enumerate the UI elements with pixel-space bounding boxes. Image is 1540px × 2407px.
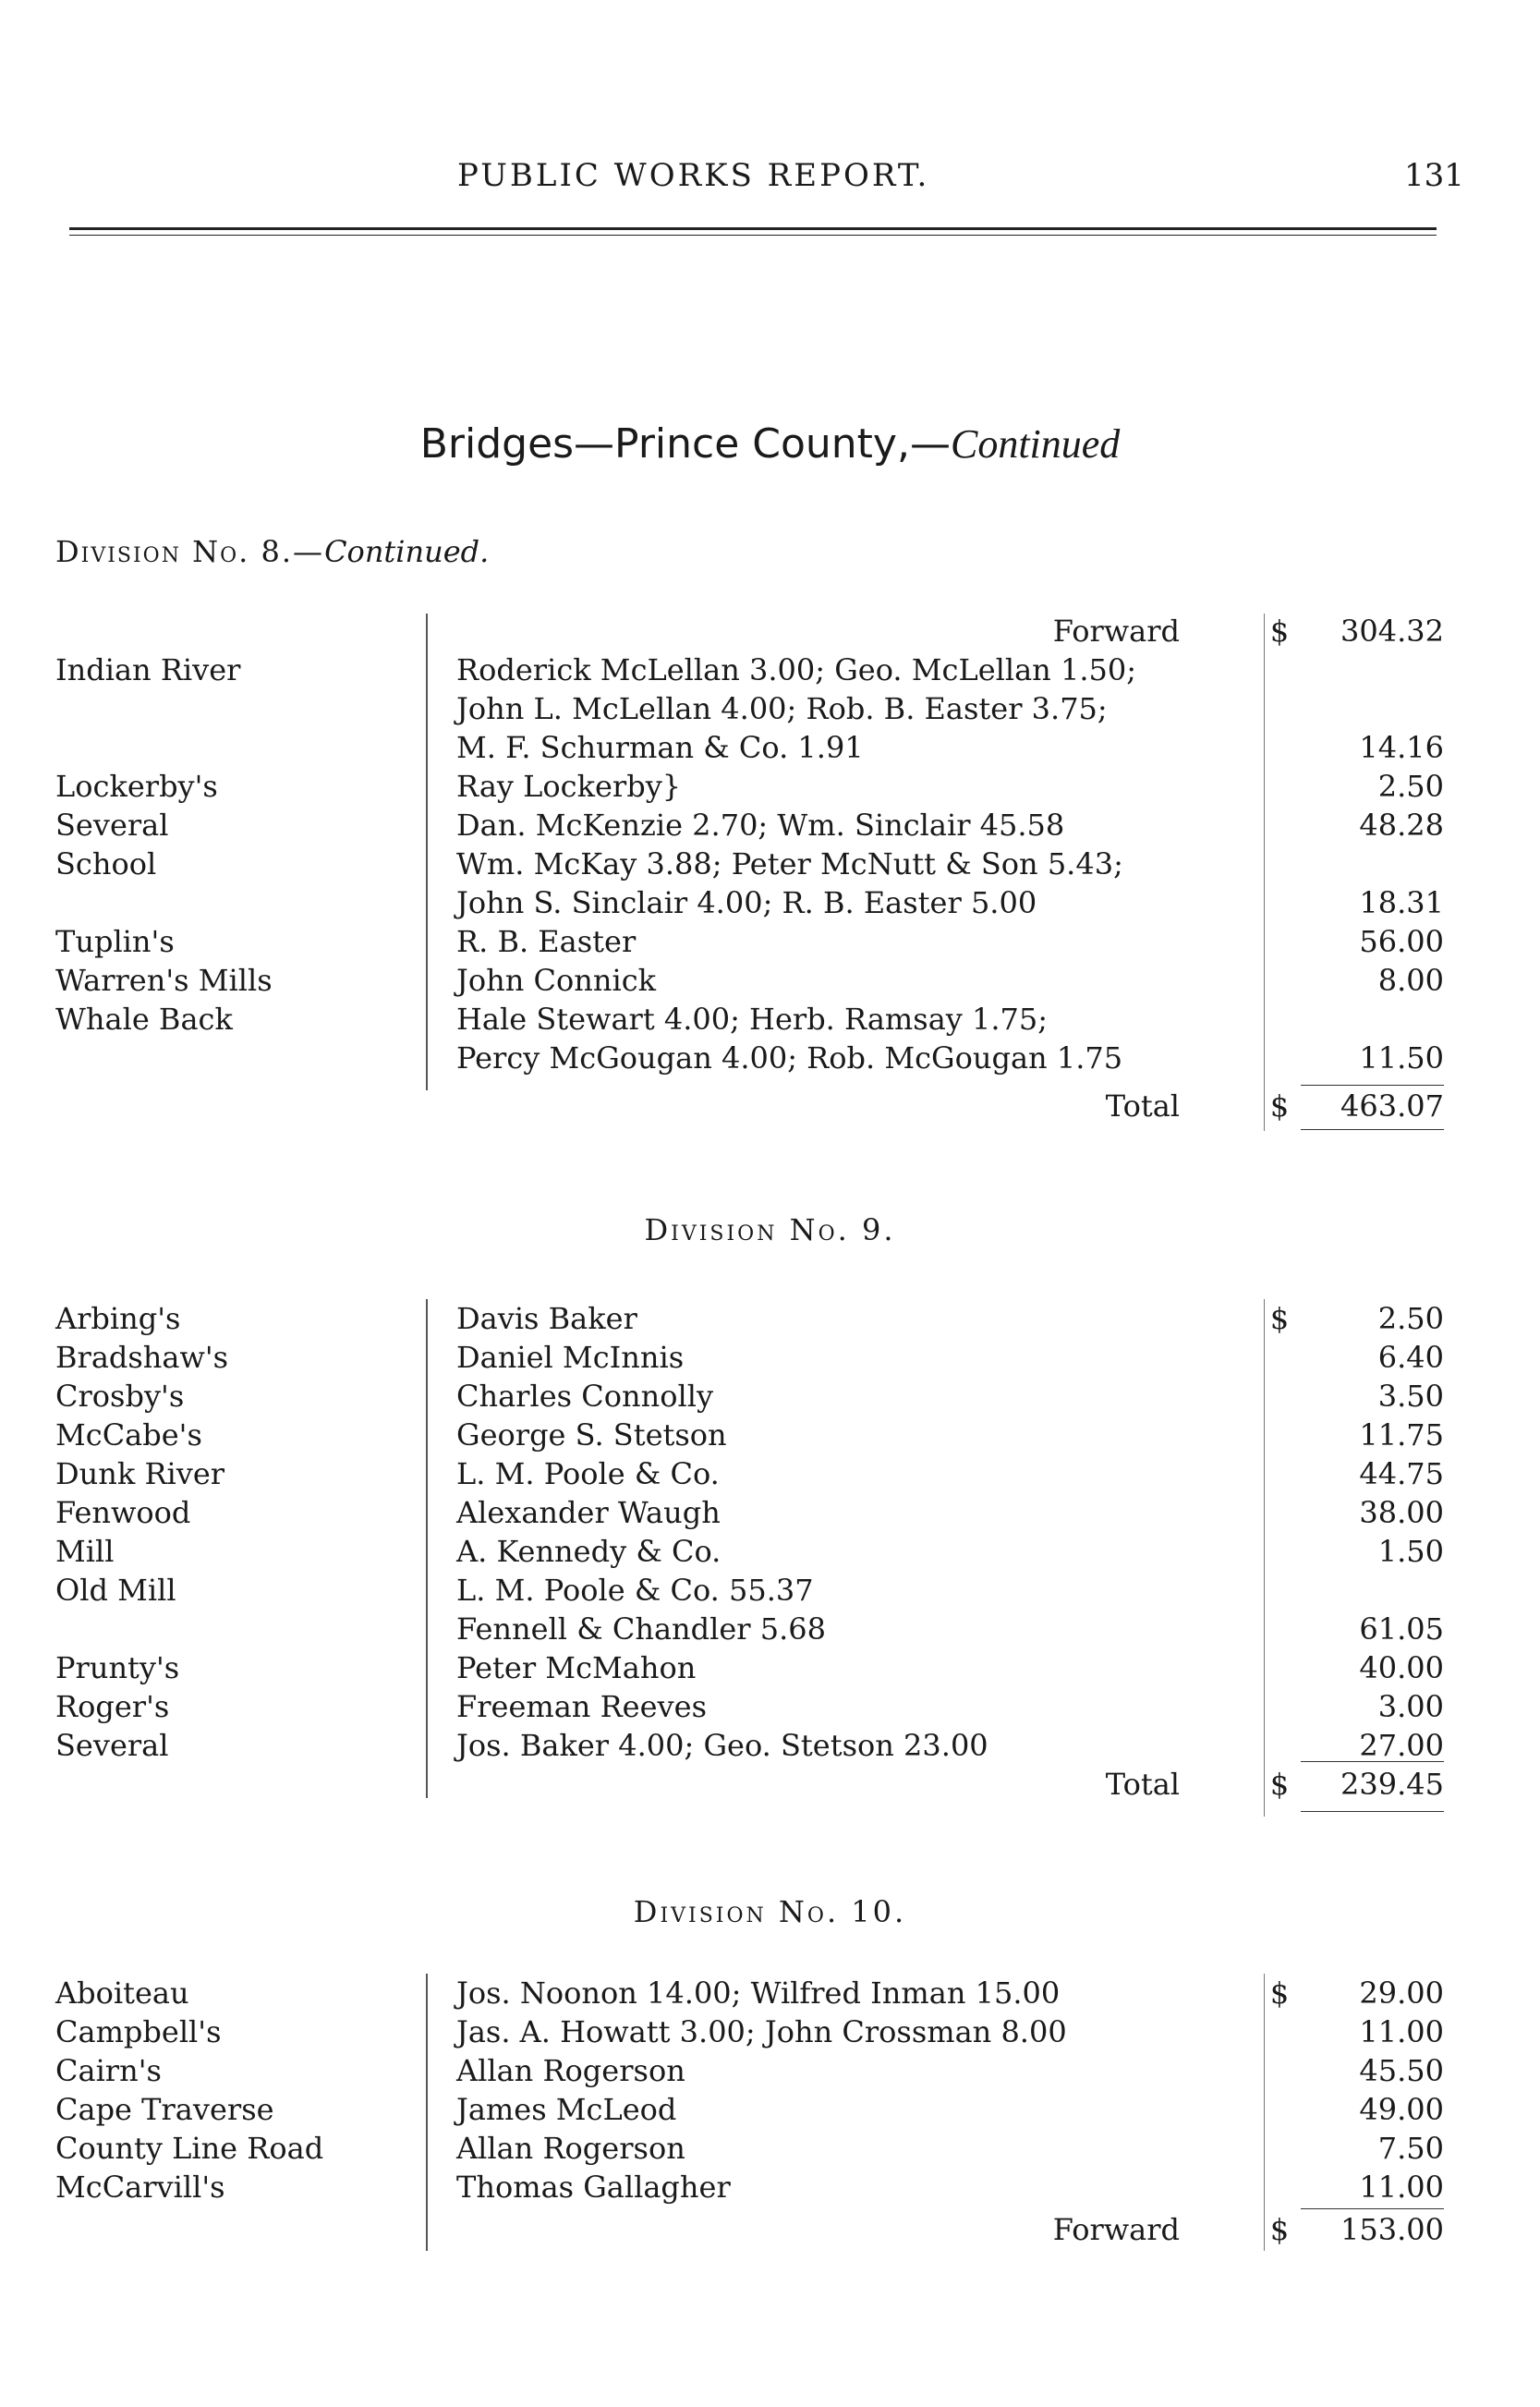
total-row bbox=[0, 1088, 1540, 1127]
place-name: Arbing's bbox=[55, 1301, 181, 1336]
place-name: McCabe's bbox=[55, 1417, 202, 1453]
table-row bbox=[0, 1379, 1540, 1417]
table-row bbox=[0, 1002, 1540, 1040]
table-row bbox=[0, 846, 1540, 885]
payee: Daniel McInnis bbox=[456, 1340, 685, 1375]
forward-rule bbox=[1301, 2208, 1444, 2209]
table-row bbox=[0, 2092, 1540, 2131]
table-row bbox=[0, 1417, 1540, 1456]
payee: L. M. Poole & Co. bbox=[456, 1456, 720, 1491]
place-name: Aboiteau bbox=[55, 1975, 189, 2011]
payee: Allan Rogerson bbox=[456, 2053, 685, 2088]
place-name: School bbox=[55, 846, 157, 881]
place-name: Roger's bbox=[55, 1689, 170, 1724]
amount: 61.05 bbox=[1359, 1611, 1444, 1647]
amount: 45.50 bbox=[1359, 2053, 1444, 2088]
amount: 11.75 bbox=[1359, 1417, 1444, 1453]
table-row bbox=[0, 1611, 1540, 1650]
division-8-heading-continued: Continued. bbox=[324, 534, 490, 569]
amount: 48.28 bbox=[1359, 808, 1444, 843]
payee: Percy McGougan 4.00; Rob. McGougan 1.75 bbox=[456, 1040, 1123, 1076]
payee: Ray Lockerby} bbox=[456, 769, 682, 804]
total-amount: 463.07 bbox=[1340, 1088, 1444, 1124]
title-main: Bridges—Prince County,— bbox=[419, 420, 951, 468]
place-name: McCarvill's bbox=[55, 2170, 225, 2205]
amount: 44.75 bbox=[1359, 1456, 1444, 1491]
payee: Jos. Baker 4.00; Geo. Stetson 23.00 bbox=[456, 1728, 988, 1763]
amount: 11.50 bbox=[1359, 1040, 1444, 1076]
place-name: Mill bbox=[55, 1534, 115, 1569]
payee: George S. Stetson bbox=[456, 1417, 727, 1453]
payee: Davis Baker bbox=[456, 1301, 637, 1336]
table-row bbox=[0, 1534, 1540, 1573]
running-head: PUBLIC WORKS REPORT. bbox=[457, 157, 930, 194]
amount: 7.50 bbox=[1377, 2131, 1444, 2166]
amount: 6.40 bbox=[1377, 1340, 1444, 1375]
place-name: Fenwood bbox=[55, 1495, 191, 1530]
amount: 2.50 bbox=[1377, 1301, 1444, 1336]
table-row bbox=[0, 963, 1540, 1002]
payee: Hale Stewart 4.00; Herb. Ramsay 1.75; bbox=[456, 1002, 1049, 1037]
currency-sign: $ bbox=[1269, 1088, 1290, 1124]
amount: 11.00 bbox=[1359, 2014, 1444, 2049]
place-name: Prunty's bbox=[55, 1650, 180, 1685]
forward-label: Forward bbox=[1052, 2212, 1180, 2247]
page-number: 131 bbox=[1404, 157, 1464, 194]
amount: 40.00 bbox=[1359, 1650, 1444, 1685]
payee: Peter McMahon bbox=[456, 1650, 697, 1685]
currency-sign: $ bbox=[1269, 1767, 1290, 1802]
payee: Wm. McKay 3.88; Peter McNutt & Son 5.43; bbox=[456, 846, 1123, 881]
forward-row bbox=[0, 2212, 1540, 2251]
forward-row bbox=[0, 614, 1540, 652]
table-row bbox=[0, 730, 1540, 769]
forward-label: Forward bbox=[1052, 614, 1180, 649]
forward-amount: 304.32 bbox=[1340, 614, 1444, 649]
total-underline bbox=[1301, 1811, 1444, 1812]
total-row bbox=[0, 1767, 1540, 1805]
table-row bbox=[0, 691, 1540, 730]
place-name: Indian River bbox=[55, 652, 241, 687]
amount: 38.00 bbox=[1359, 1495, 1444, 1530]
total-underline bbox=[1301, 1129, 1444, 1130]
forward-amount: 153.00 bbox=[1340, 2212, 1444, 2247]
amount: 3.00 bbox=[1377, 1689, 1444, 1724]
payee: Jos. Noonon 14.00; Wilfred Inman 15.00 bbox=[456, 1975, 1061, 2011]
division-8-heading bbox=[55, 534, 489, 569]
payee: Thomas Gallagher bbox=[456, 2170, 731, 2205]
table-row bbox=[0, 1340, 1540, 1379]
payee: A. Kennedy & Co. bbox=[456, 1534, 721, 1569]
payee: John S. Sinclair 4.00; R. B. Easter 5.00 bbox=[456, 885, 1037, 920]
payee: R. B. Easter bbox=[456, 924, 637, 959]
amount: 11.00 bbox=[1359, 2170, 1444, 2205]
table-row bbox=[0, 652, 1540, 691]
place-name: Lockerby's bbox=[55, 769, 218, 804]
table-row bbox=[0, 2131, 1540, 2170]
payee: James McLeod bbox=[456, 2092, 677, 2127]
header-rule-thin bbox=[69, 235, 1437, 236]
amount: 1.50 bbox=[1377, 1534, 1444, 1569]
payee: Freeman Reeves bbox=[456, 1689, 707, 1724]
table-row bbox=[0, 2170, 1540, 2208]
total-rule bbox=[1301, 1761, 1444, 1762]
header-rule bbox=[69, 227, 1437, 230]
place-name: Bradshaw's bbox=[55, 1340, 229, 1375]
place-name: Dunk River bbox=[55, 1456, 225, 1491]
place-name: Tuplin's bbox=[55, 924, 175, 959]
total-label: Total bbox=[1105, 1088, 1180, 1124]
payee: John L. McLellan 4.00; Rob. B. Easter 3.75; bbox=[456, 691, 1108, 726]
table-row bbox=[0, 1650, 1540, 1689]
place-name: County Line Road bbox=[55, 2131, 324, 2166]
table-row bbox=[0, 885, 1540, 924]
page-title bbox=[0, 420, 1540, 468]
table-row bbox=[0, 769, 1540, 808]
amount: 3.50 bbox=[1377, 1379, 1444, 1414]
place-name: Cape Traverse bbox=[55, 2092, 274, 2127]
table-row bbox=[0, 1573, 1540, 1611]
amount: 18.31 bbox=[1359, 885, 1444, 920]
payee: Charles Connolly bbox=[456, 1379, 714, 1414]
payee: Dan. McKenzie 2.70; Wm. Sinclair 45.58 bbox=[456, 808, 1065, 843]
amount: 27.00 bbox=[1359, 1728, 1444, 1763]
title-continued: Continued bbox=[950, 421, 1121, 467]
amount: 56.00 bbox=[1359, 924, 1444, 959]
division-10-heading: Division No. 10. bbox=[633, 1894, 907, 1929]
total-rule bbox=[1301, 1085, 1444, 1086]
table-row bbox=[0, 808, 1540, 846]
table-row bbox=[0, 1975, 1540, 2014]
place-name: Whale Back bbox=[55, 1002, 233, 1037]
table-row bbox=[0, 2053, 1540, 2092]
amount: 8.00 bbox=[1377, 963, 1444, 998]
payee: Jas. A. Howatt 3.00; John Crossman 8.00 bbox=[456, 2014, 1067, 2049]
payee: Fennell & Chandler 5.68 bbox=[456, 1611, 826, 1647]
division-9-heading: Division No. 9. bbox=[644, 1212, 896, 1247]
place-name: Old Mill bbox=[55, 1573, 176, 1608]
total-amount: 239.45 bbox=[1340, 1767, 1444, 1802]
amount: 49.00 bbox=[1359, 2092, 1444, 2127]
place-name: Crosby's bbox=[55, 1379, 185, 1414]
place-name: Several bbox=[55, 1728, 169, 1763]
payee: John Connick bbox=[456, 963, 656, 998]
currency-sign: $ bbox=[1269, 2212, 1290, 2247]
table-row bbox=[0, 924, 1540, 963]
payee: Roderick McLellan 3.00; Geo. McLellan 1.50; bbox=[456, 652, 1136, 687]
place-name: Several bbox=[55, 808, 169, 843]
amount: 29.00 bbox=[1359, 1975, 1444, 2011]
payee: Alexander Waugh bbox=[456, 1495, 721, 1530]
total-label: Total bbox=[1105, 1767, 1180, 1802]
place-name: Campbell's bbox=[55, 2014, 222, 2049]
table-row bbox=[0, 1456, 1540, 1495]
payee: M. F. Schurman & Co. 1.91 bbox=[456, 730, 864, 765]
table-row bbox=[0, 1495, 1540, 1534]
payee: Allan Rogerson bbox=[456, 2131, 685, 2166]
payee: L. M. Poole & Co. 55.37 bbox=[456, 1573, 814, 1608]
amount: 14.16 bbox=[1359, 730, 1444, 765]
table-row bbox=[0, 1040, 1540, 1079]
place-name: Cairn's bbox=[55, 2053, 162, 2088]
table-row bbox=[0, 1301, 1540, 1340]
currency-sign: $ bbox=[1269, 614, 1290, 649]
currency-sign: $ bbox=[1269, 1301, 1290, 1336]
table-row bbox=[0, 1689, 1540, 1728]
place-name: Warren's Mills bbox=[55, 963, 273, 998]
amount: 2.50 bbox=[1377, 769, 1444, 804]
table-row bbox=[0, 2014, 1540, 2053]
division-8-heading-main: Division No. 8.— bbox=[55, 534, 325, 569]
currency-sign: $ bbox=[1269, 1975, 1290, 2011]
